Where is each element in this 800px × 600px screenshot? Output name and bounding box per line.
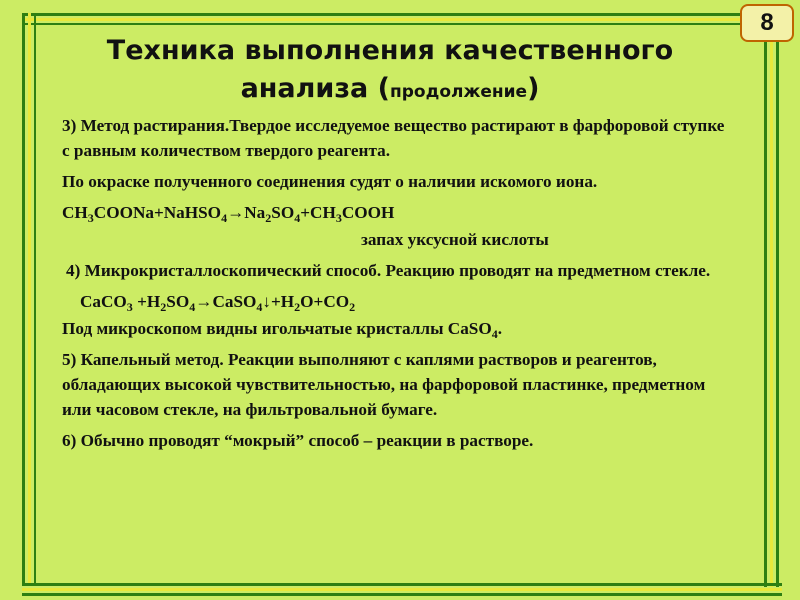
slide-content xyxy=(62,113,732,459)
frame-bottom-green-line-2 xyxy=(22,593,782,596)
title-line-2-end: ) xyxy=(527,73,540,104)
paragraph-drop-method: 5) Капельный метод. Реакции выполняют с каплями растворов и реагентов, обладающих высокой чувствительностью, на фарфоровой пластинке, предметном или часовом стекле, на фильтровальной бумаге. xyxy=(62,350,706,419)
frame-right-green-line-2 xyxy=(776,42,779,587)
title-line-2 xyxy=(40,70,740,111)
paragraph-wet-method: 6) Обычно проводят “мокрый” способ – реакции в растворе. xyxy=(62,431,534,450)
paragraph-microscope-crystals: Под микроскопом видны игольчатые кристаллы CaSO$_4$. xyxy=(62,319,503,342)
title-line-1: Техника выполнения качественного xyxy=(106,35,674,66)
equation-note-vinegar-smell: запах уксусной кислоты xyxy=(361,230,549,249)
frame-bottom-yellow-line xyxy=(22,588,782,591)
frame-top-green-line xyxy=(22,13,740,16)
frame-right-yellow-line xyxy=(770,42,773,587)
title-line-2-main: анализа ( xyxy=(240,73,390,104)
slide-title xyxy=(40,32,740,111)
slide-number-badge: 8 xyxy=(740,4,794,42)
frame-bottom-green-line xyxy=(22,583,782,586)
frame-left-yellow-line xyxy=(28,13,31,583)
frame-left-green-line xyxy=(22,13,25,583)
paragraph-rubbing-method: 3) Метод растирания.Твердое исследуемое вещество растирают в фарфоровой ступке с равным количеством твердого реагента. xyxy=(62,116,725,160)
frame-right-green-line xyxy=(764,42,767,587)
equation-calcium-sulfate: CaCO$_3$ $+H_2SO_4\to CaSO_4↓+H_2O+CO_2$ xyxy=(80,292,356,315)
frame-top-yellow-line xyxy=(22,18,740,21)
equation-acetate: $CH_3COONa+NaHSO_4\to Na_2SO_4+CH_3COOH$ xyxy=(62,203,395,226)
frame-left-green-line-2 xyxy=(34,13,36,583)
frame-top-green-line-2 xyxy=(22,23,740,25)
paragraph-microcrystal-method: 4) Микрокристаллоскопический способ. Реакцию проводят на предметном стекле. xyxy=(66,261,711,280)
title-line-2-small: продолжение xyxy=(390,82,528,102)
paragraph-color-observation: По окраске полученного соединения судят о наличии искомого иона. xyxy=(62,172,598,191)
